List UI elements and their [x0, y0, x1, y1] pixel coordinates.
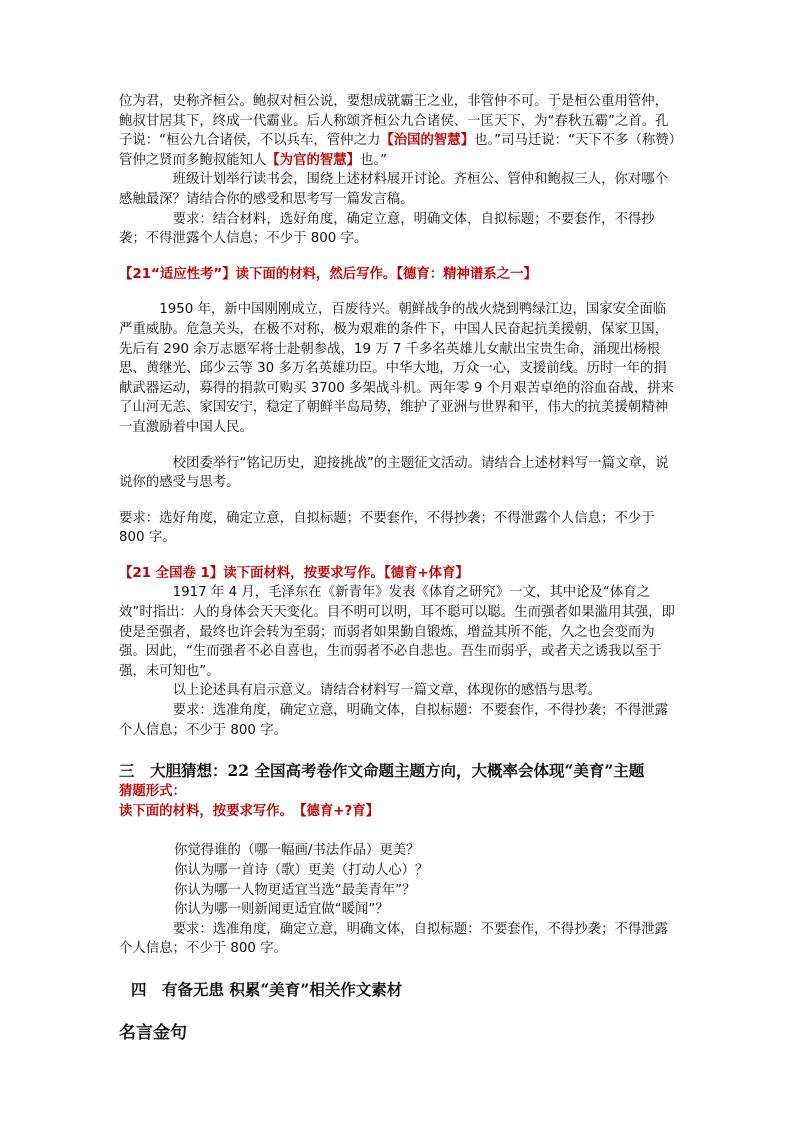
block-21a-heading: 【21“适应性考”】读下面的材料，然后写作。【德育：精神谱系之一】: [119, 266, 537, 282]
intro-text-c: 也。”: [360, 152, 388, 168]
question-item: 你认为哪一人物更适宜当选“最美青年”？: [174, 882, 416, 898]
intro-paragraph: [119, 92, 679, 170]
block-21a-material: 1950 年，新中国刚刚成立，百废待兴。朝鲜战争的战火烧到鸭绿江边，国家安全面临严重威胁。危急关头，在极不对称，极为艰难的条件下，中国人民奋起抗美援朝，保家卫国，先后有 290 余万志愿军将士赴朝参战，19 万 7 千多名英雄儿女献出宝贵生命，涌现出杨根思、黄继光、邱少云等 30 多万名英雄功臣。中华大地，万众一心，支援前线。历时一年的捐献武器运动，募得的捐款可购买 3700 多架战斗机。两年零 9 个月艰苦卓绝的浴血奋战，拼来了山河无恙、家国安宁，稳定了朝鲜半岛局势，维护了亚洲与世界和平，伟大的抗美援朝精神一直激励着中国人民。: [119, 302, 675, 435]
intro-requirements: 要求：结合材料，选好角度，确定立意，明确文体，自拟标题；不要套作，不得抄袭；不得泄露个人信息；不少于 800 字。: [119, 211, 655, 247]
guess-form-label: 猜题形式：: [119, 784, 186, 800]
highlight-official-wisdom: 【为官的智慧】: [266, 152, 361, 168]
block-21b-material: 1917 年 4 月，毛泽东在《新青年》发表《体育之研究》一文，其中论及“体育之效”时指出：人的身体会天天变化。目不明可以明，耳不聪可以聪。生而强者如果滥用其强，即使是至强者，最终也许会转为至弱；而弱者如果勤自锻炼，增益其所不能，久之也会变而为强。因此，“生而强者不必自喜也，生而弱者不必自悲也。吾生而弱乎，或者天之诱我以至于强，未可知也”。: [119, 585, 675, 679]
section-4-title: 四 有备无患 积累“美育”相关作文素材: [131, 979, 403, 999]
block-21b-heading: 【21 全国卷 1】读下面材料，按要求写作。【德育+体育】: [119, 565, 469, 581]
question-item: 你觉得谁的（哪一幅画/书法作品）更美？: [174, 843, 420, 859]
highlight-governance-wisdom: 【治国的智慧】: [380, 133, 475, 149]
document-body: [119, 92, 679, 1045]
quotes-heading: 名言金句: [119, 1022, 187, 1043]
intro-task: 班级计划举行读书会，围绕上述材料展开讨论。齐桓公、管仲和鲍叔三人，你对哪个感触最深？请结合你的感受和思考写一篇发言稿。: [119, 172, 669, 207]
section-3-title: 三 大胆猜想：22 全国高考卷作文命题主题方向，大概率会体现“美育”主题: [119, 761, 645, 781]
question-item: 你认为哪一则新闻更适宜做“暖闻”？: [174, 902, 389, 918]
block-21b-requirements: 要求：选准角度，确定立意，明确文体，自拟标题：不要套作，不得抄袭；不得泄露个人信息；不少于 800 字。: [119, 703, 669, 738]
intro-text-b: 也。”司马迁说：“天下不多（称赞）管仲之贤而多鲍叔能知人: [119, 133, 676, 168]
section-3-requirements: 要求：选准角度，确定立意，明确文体，自拟标题：不要套作，不得抄袭；不得泄露个人信息；不少于 800 字。: [119, 921, 669, 957]
block-21a-requirements: 要求：选好角度，确定立意，自拟标题；不要套作，不得抄袭；不得泄露个人信息；不少于 800 字。: [119, 510, 655, 546]
question-item: 你认为哪一首诗（歌）更美（打动人心）？: [174, 863, 429, 878]
guess-prompt: 读下面的材料，按要求写作。 【德育+?育】: [119, 803, 380, 819]
block-21b-task: 以上论述具有启示意义。请结合材料写一篇文章，体现你的感悟与思考。: [172, 683, 602, 699]
intro-text-a: 位为君，史称齐桓公。鲍叔对桓公说，要想成就霸王之业，非管仲不可。于是桓公重用管仲，鲍叔甘居其下，终成一代霸业。后人称颂齐桓公九合诸侯、一匡天下，为“春秋五霸”之首。孔子说：“桓公九合诸侯，不以兵车，管仲之力: [119, 94, 669, 149]
block-21a-task: 校团委举行“铭记历史，迎接挑战”的主题征文活动。请结合上述材料写一篇文章，说说你的感受与思考。: [119, 455, 669, 491]
